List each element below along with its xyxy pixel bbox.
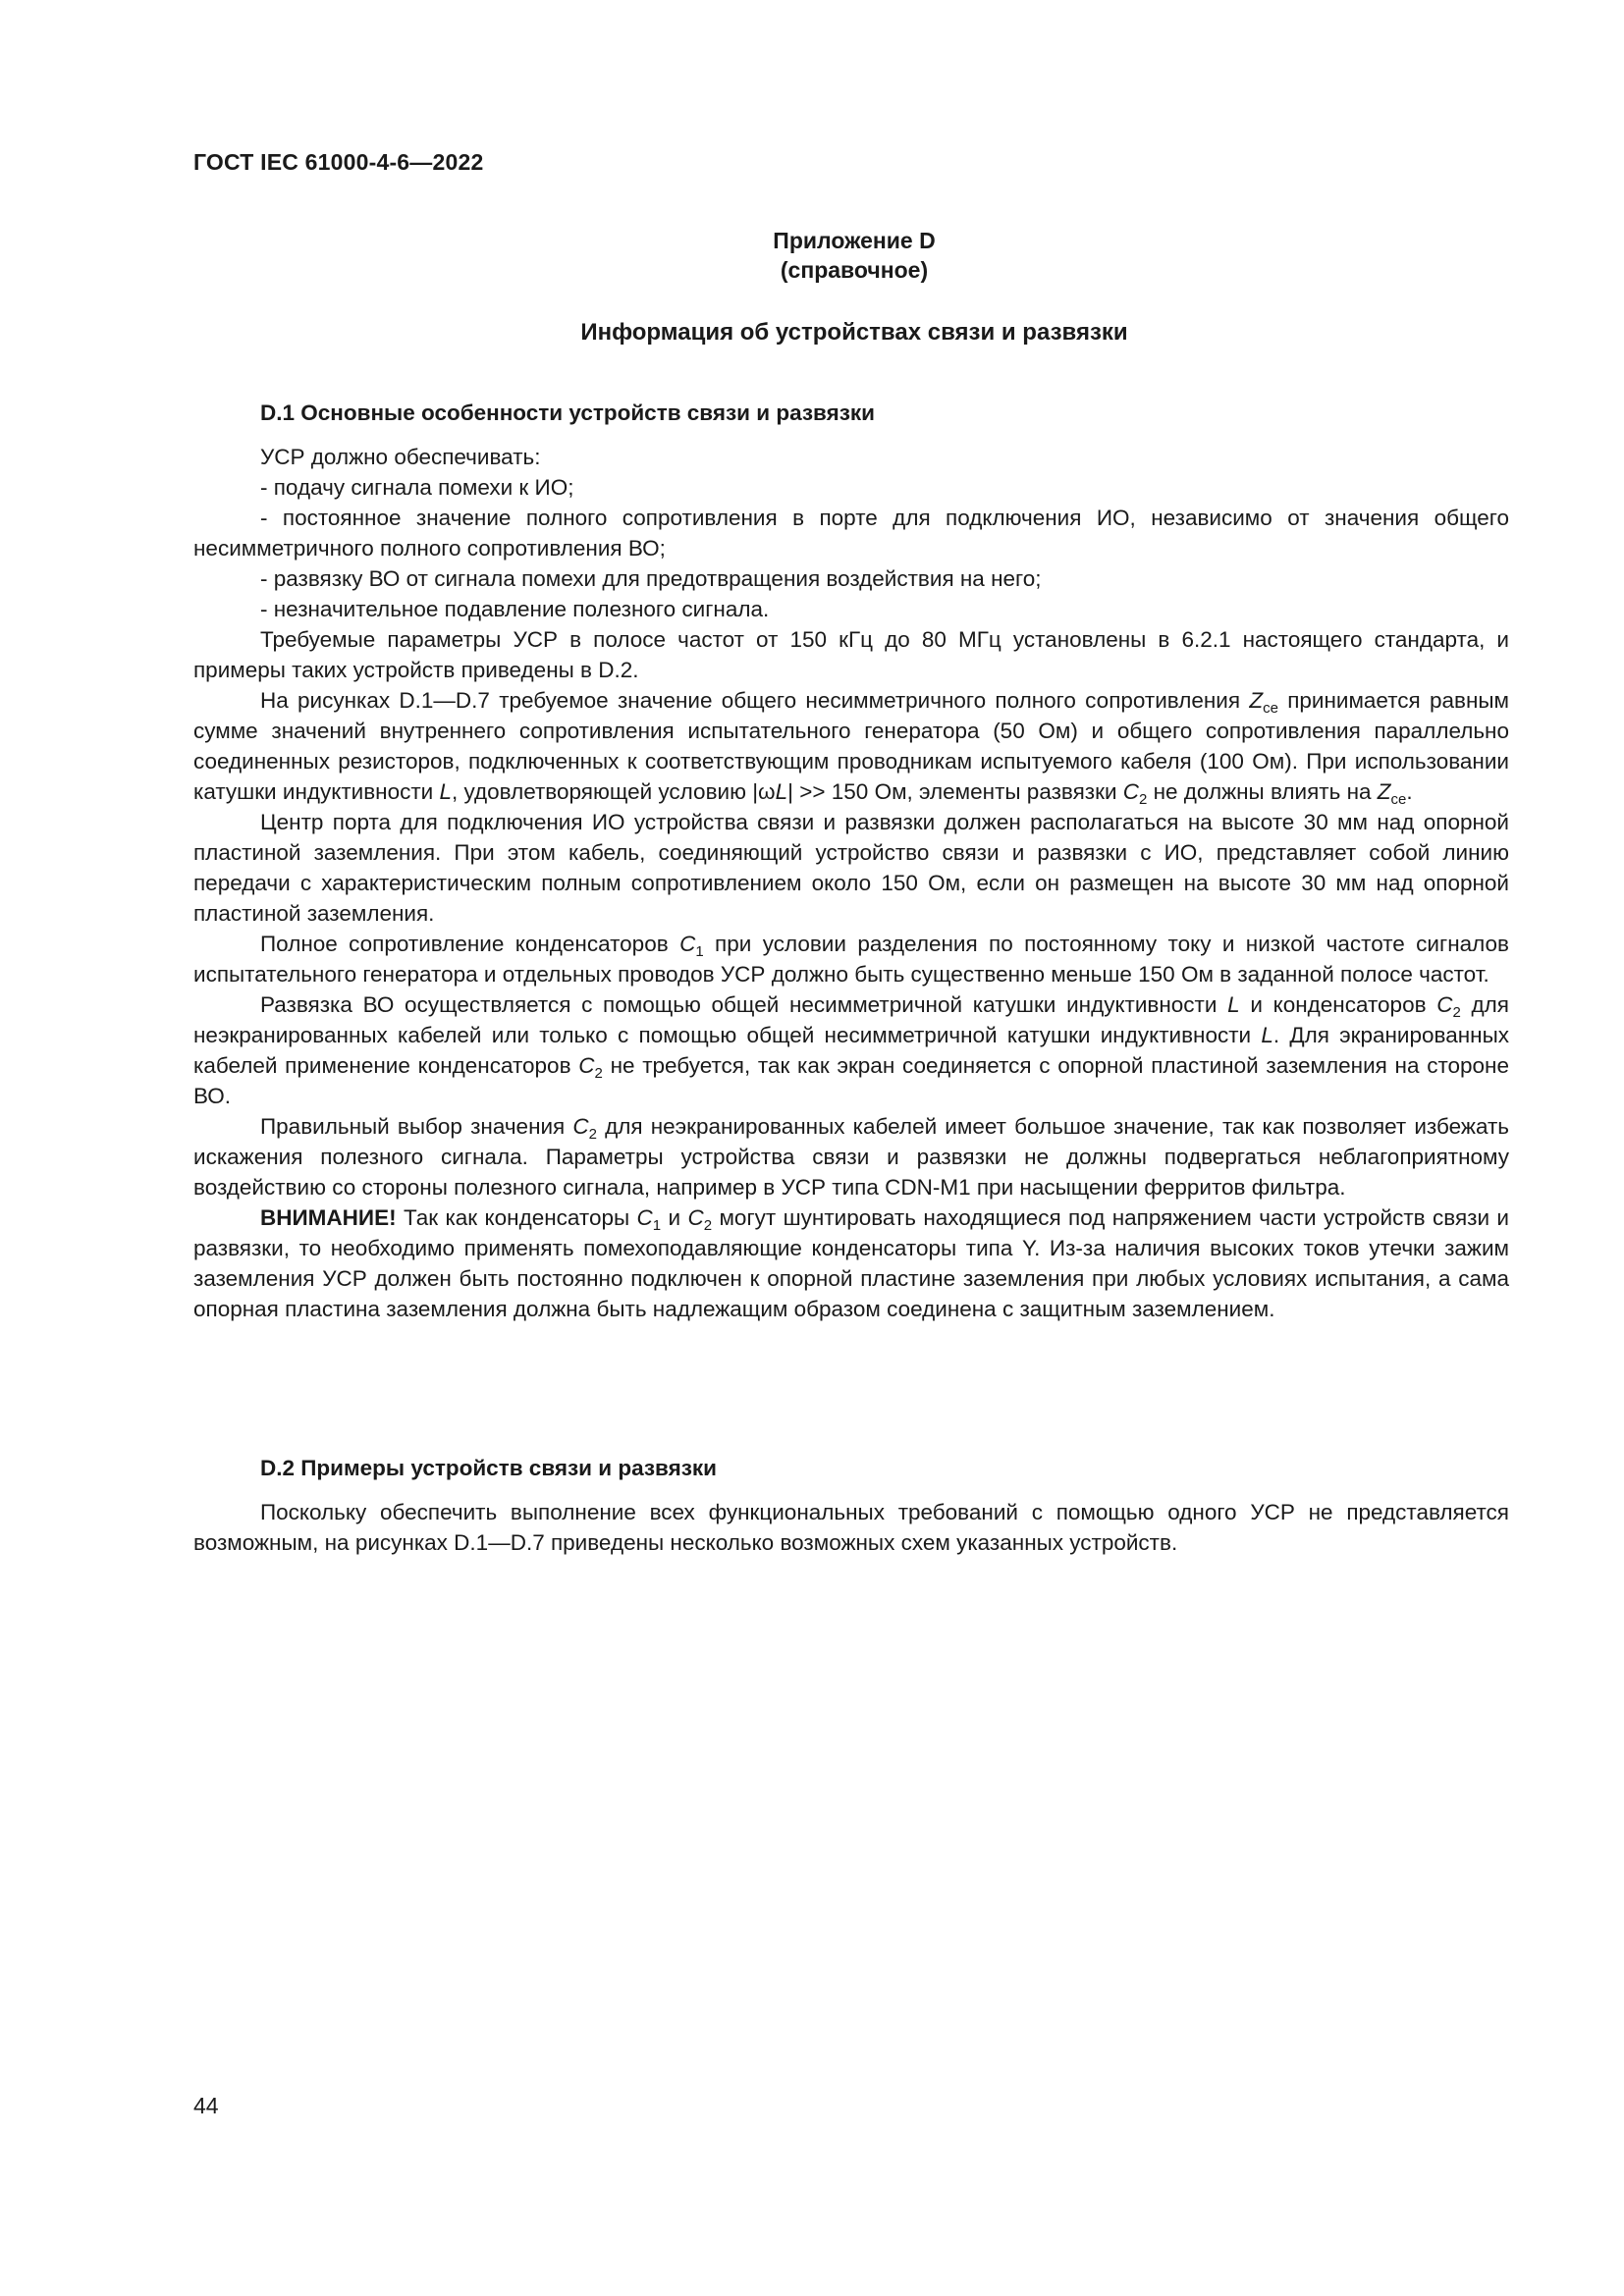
requirements-paragraph: Требуемые параметры УСР в полосе частот от 150 кГц до 80 МГц установлены в 6.2.1 настоящего стандарта, и примеры таких устройств приведены в D.2. — [193, 627, 1509, 682]
decoupling-paragraph: Развязка ВО осуществляется с помощью общей несимметричной катушки индуктивности L и конденсаторов $C_2$ для неэкранированных кабелей или только с помощью общей несимметричной катушки индуктивности L. Для экранированных кабелей применение конденсаторов $C_2$ не требуется, так как экран соединяется с опорной пластиной заземления на стороне ВО. — [193, 992, 1509, 1108]
list-item: - незначительное подавление полезного сигнала. — [260, 597, 770, 621]
section-d2-heading: D.2 Примеры устройств связи и развязки — [260, 1456, 717, 1480]
list-item: - развязку ВО от сигнала помехи для предотвращения воздействия на него; — [260, 566, 1042, 591]
section-d1 — [193, 398, 1509, 1324]
list-item: - подачу сигнала помехи к ИО; — [260, 475, 574, 500]
selection-paragraph: Правильный выбор значения $C_2$ для неэкранированных кабелей имеет большое значение, так как позволяет избежать искажения полезного сигнала. Параметры устройства связи и развязки не должны подвергаться неблагоприятному воздействию со стороны полезного сигнала, например в УСР типа CDN-M1 при насыщении ферритов фильтра. — [193, 1114, 1509, 1200]
warning-paragraph: ВНИМАНИЕ! Так как конденсаторы $C_1$ и $C_2$ могут шунтировать находящиеся под напряжением части устройств связи и развязки, то необходимо применять помехоподавляющие конденсаторы типа Y. Из-за наличия высоких токов утечки зажим заземления УСР должен быть постоянно подключен к опорной пластине заземления при любых условиях испытания, а сама опорная пластина заземления должна быть надлежащим образом соединена с защитным заземлением. — [193, 1205, 1509, 1321]
section-d1-heading: D.1 Основные особенности устройств связи и развязки — [260, 400, 875, 425]
annex-title: Приложение D — [773, 228, 936, 253]
port-center-paragraph: Центр порта для подключения ИО устройства связи и развязки должен располагаться на высоте 30 мм над опорной пластиной заземления. При этом кабель, соединяющий устройство связи и развязки с ИО, представляет собой линию передачи с характеристическим полным сопротивлением около 150 Ом, если он размещен на высоте 30 мм над опорной пластиной заземления. — [193, 810, 1509, 926]
capacitor-c1-paragraph: Полное сопротивление конденсаторов $C_1$ при условии разделения по постоянному току и низкой частоте сигналов испытательного генератора и отдельных проводов УСР должно быть существенно меньше 150 Ом в заданной полосе частот. — [193, 932, 1509, 987]
document-code: ГОСТ IEC 61000-4-6—2022 — [193, 149, 484, 175]
page-number: 44 — [193, 2093, 219, 2118]
annex-subtitle: (справочное) — [780, 257, 929, 283]
warning-label: ВНИМАНИЕ! — [260, 1205, 397, 1230]
impedance-paragraph: На рисунках D.1—D.7 требуемое значение общего несимметричного полного сопротивления $Z_{ce}$ принимается равным сумме значений внутреннего сопротивления испытательного генератора (50 Ом) и общего сопротивления параллельно соединенных резисторов, подключенных к соответствующим проводникам испытуемого кабеля (100 Ом). При использовании катушки индуктивности L, удовлетворяющей условию |ωL| >> 150 Ом, элементы развязки $C_2$ не должны влиять на $Z_{ce}$. — [193, 688, 1510, 808]
list-item: - постоянное значение полного сопротивления в порте для подключения ИО, независимо от значения общего несимметричного полного сопротивления ВО; — [193, 506, 1509, 561]
examples-paragraph: Поскольку обеспечить выполнение всех функциональных требований с помощью одного УСР не представляется возможным, на рисунках D.1—D.7 приведены несколько возможных схем указанных устройств. — [193, 1500, 1509, 1555]
annex-heading: Информация об устройствах связи и развязки — [580, 319, 1128, 346]
section-d2 — [193, 1453, 1509, 1558]
intro-paragraph: УСР должно обеспечивать: — [260, 445, 541, 469]
